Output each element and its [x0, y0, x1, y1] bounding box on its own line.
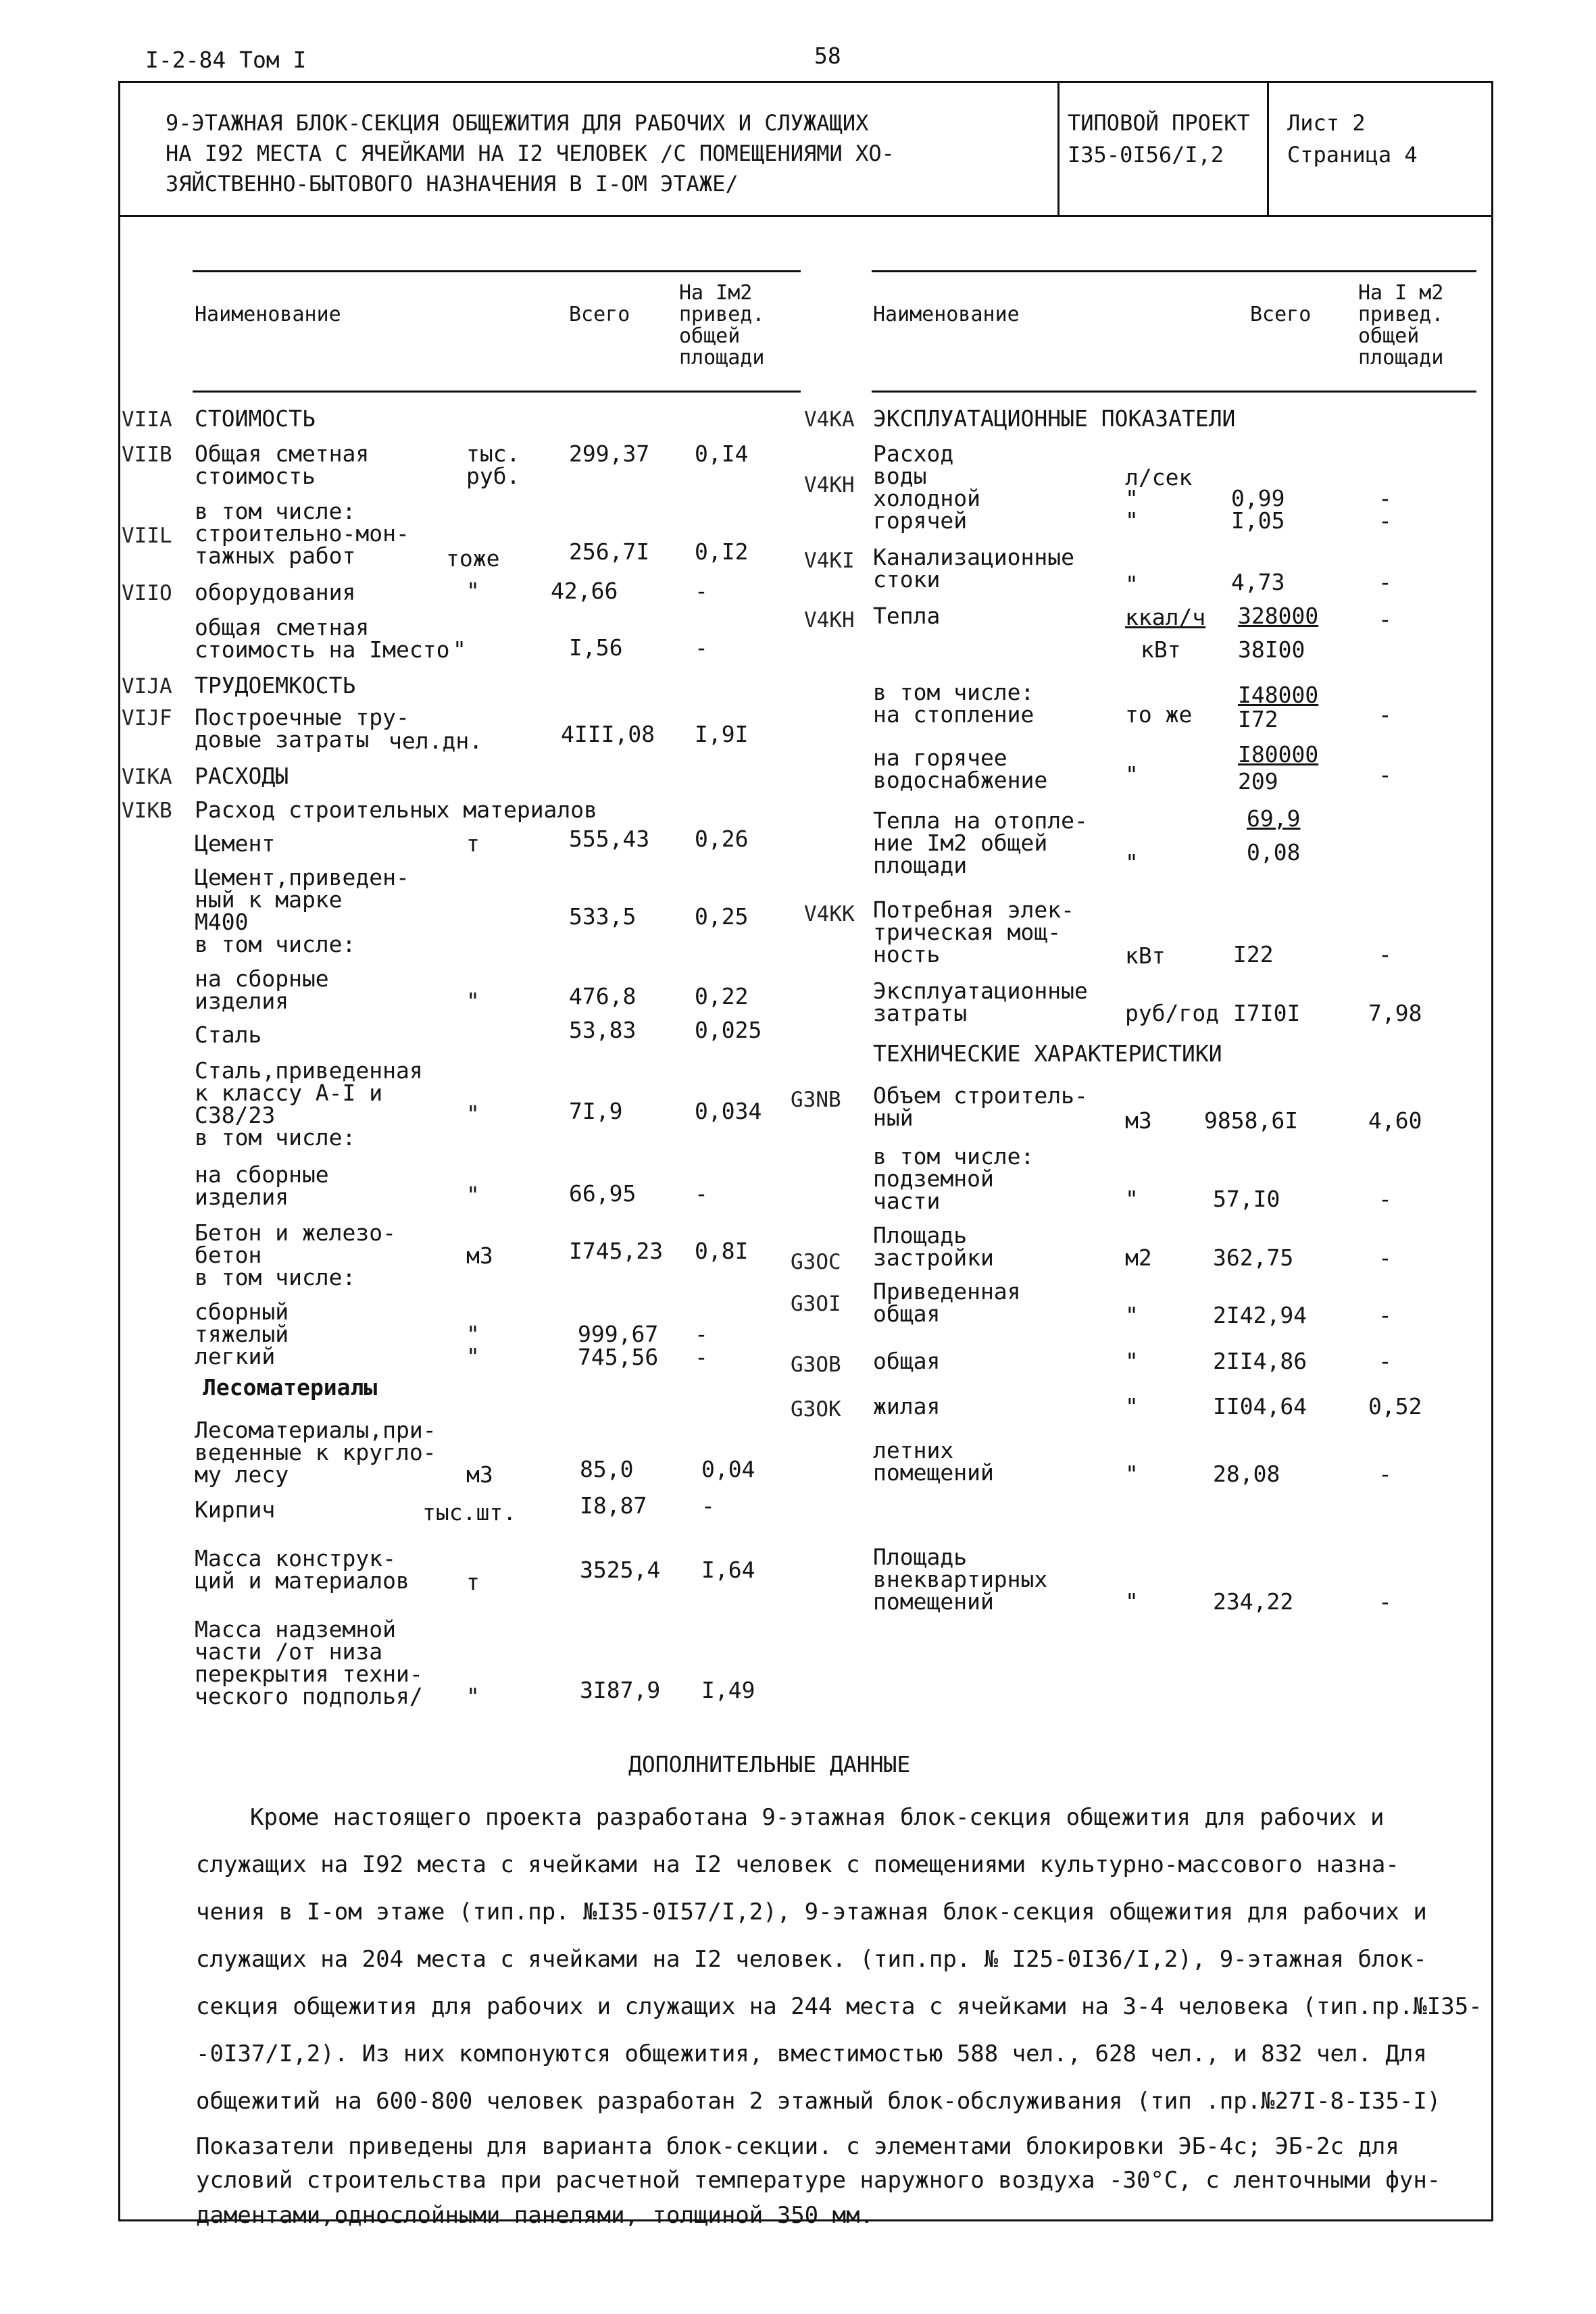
row-total: 4,73	[1231, 569, 1285, 595]
row-name: ЭКСПЛУАТАЦИОННЫЕ ПОКАЗАТЕЛИ	[873, 405, 1236, 432]
row-name: площади	[873, 852, 968, 878]
row-name: ций и материалов	[195, 1567, 409, 1594]
row-name: общая сметная	[195, 614, 370, 640]
row-total: 999,67 745,56	[578, 1321, 659, 1370]
row-code: G3NB	[791, 1088, 841, 1112]
row-per: 0,22	[695, 983, 749, 1009]
row-name: части /от низа	[195, 1638, 383, 1665]
left-col-name-header: Наименование	[195, 303, 341, 326]
row-unit: чел.дн.	[389, 728, 483, 754]
row-total: 234,22	[1213, 1588, 1294, 1615]
row-name: М400	[195, 909, 249, 935]
row-total: 0,08	[1247, 839, 1301, 865]
row-name: Масса надземной	[195, 1616, 397, 1642]
row-per: 0,I2	[695, 538, 749, 565]
row-name: трическая мощ-	[873, 919, 1062, 945]
row-name: сборный	[195, 1299, 289, 1325]
row-name: оборудования	[195, 579, 356, 605]
paragraph-line: общежитий на 600-800 человек разработан 2 этажный блок-обслуживания (тип .пр.№27I-8-I35-I)	[196, 2088, 1441, 2115]
header-line: привед.	[679, 303, 765, 326]
title-line: ЗЯЙСТВЕННО-БЫТОВОГО НАЗНАЧЕНИЯ В I-ОМ ЭТАЖЕ/	[166, 171, 739, 197]
row-code: VIJF	[122, 706, 172, 730]
row-name: РАСХОДЫ	[195, 763, 289, 789]
row-name: Цемент	[195, 830, 276, 857]
row-unit: "	[1125, 761, 1139, 788]
row-total: 476,8	[569, 983, 637, 1009]
title-block-bottom-line	[118, 215, 1493, 217]
row-per: I,9I	[695, 721, 749, 747]
row-unit: "	[466, 1683, 480, 1709]
row-name: Площадь	[873, 1222, 968, 1249]
row-code: VIKB	[122, 799, 172, 823]
row-unit: "	[466, 988, 480, 1014]
row-total: 533,5	[569, 903, 637, 930]
row-name: в том числе:	[195, 1264, 356, 1290]
sheet-number: Лист 2	[1287, 110, 1366, 136]
paragraph-line: даментами,однослойными панелями, толщиной 350 мм.	[196, 2202, 874, 2229]
row-name: на сборные	[195, 965, 329, 992]
row-total: II04,64	[1213, 1393, 1307, 1419]
row-unit: м2	[1125, 1244, 1152, 1271]
row-code: V4KK	[804, 902, 855, 926]
row-per: -	[1378, 761, 1392, 788]
row-per: 0,8I	[695, 1238, 749, 1264]
row-unit: кВт	[1125, 942, 1166, 969]
header-line: общей	[1358, 324, 1420, 348]
row-name: помещений	[873, 1588, 994, 1615]
paragraph-line: служащих на I92 места с ячейками на I2 человек с помещениями культурно-массового назна-	[196, 1851, 1399, 1878]
row-unit: м3	[466, 1461, 493, 1488]
row-name: ТРУДОЕМКОСТЬ	[195, 672, 356, 699]
row-total: I72	[1238, 706, 1278, 732]
row-per: I,64	[701, 1557, 755, 1583]
header-line: привед.	[1358, 303, 1444, 326]
row-name: тажных работ	[195, 543, 356, 569]
row-name: Расход строительных материалов	[195, 797, 598, 823]
row-total: 256,7I	[569, 538, 650, 565]
row-name: легкий	[195, 1343, 276, 1369]
row-unit: "	[1125, 1588, 1139, 1615]
row-total: I,56	[569, 634, 623, 661]
row-code: VIJA	[122, 674, 172, 699]
row-name: холодной	[873, 485, 980, 511]
row-name: С38/23	[195, 1102, 276, 1128]
row-name: застройки	[873, 1244, 994, 1271]
row-name: внеквартирных	[873, 1566, 1048, 1592]
row-name: воды	[873, 463, 927, 489]
row-total: I80000	[1238, 741, 1319, 768]
row-per: -	[695, 634, 708, 661]
row-code: VIKA	[122, 765, 172, 789]
right-col-total-header: Всего	[1250, 303, 1312, 326]
row-unit: "	[466, 1343, 480, 1369]
header-line: На I м2	[1358, 281, 1444, 305]
row-unit: "	[453, 636, 466, 663]
paragraph-line: секция общежития для рабочих и служащих на 244 места с ячейками на 3-4 человека (тип.пр.№I35-	[196, 1993, 1482, 2020]
row-name: Тепла на отопле-	[873, 807, 1088, 834]
row-name: Площадь	[873, 1544, 968, 1570]
title-line: НА I92 МЕСТА С ЯЧЕЙКАМИ НА I2 ЧЕЛОВЕК /С ПОМЕЩЕНИЯМИ ХО-	[166, 141, 895, 166]
row-name: изделия	[195, 1184, 289, 1210]
row-code: VIIO	[122, 581, 172, 605]
row-unit: "	[466, 1101, 480, 1127]
row-name: в том числе:	[195, 1124, 356, 1151]
row-unit: т	[466, 830, 480, 857]
row-name: летних	[873, 1437, 954, 1463]
row-code: V4KI	[804, 549, 855, 573]
row-name: Тепла	[873, 603, 941, 629]
row-code: VIIL	[122, 524, 172, 548]
row-name: на горячее	[873, 745, 1007, 771]
row-per: 0,52	[1368, 1393, 1422, 1419]
row-per: -	[1378, 941, 1392, 967]
row-name: Бетон и железо-	[195, 1219, 397, 1246]
row-per: -	[1378, 1186, 1392, 1212]
row-per: -	[1378, 507, 1392, 534]
additional-data-title: ДОПОЛНИТЕЛЬНЫЕ ДАННЫЕ	[628, 1751, 911, 1778]
row-per: 0,26	[695, 826, 749, 852]
row-name: затраты	[873, 1000, 968, 1026]
row-code: G3OC	[791, 1250, 841, 1274]
row-code: G3OB	[791, 1353, 841, 1377]
row-code: V4KA	[804, 407, 855, 432]
row-per: -	[1378, 569, 1392, 595]
row-unit: "	[466, 1321, 480, 1347]
row-total: 42,66	[551, 578, 618, 604]
row-unit: т	[466, 1569, 480, 1595]
row-per: -	[1378, 1244, 1392, 1271]
row-name: Расход	[873, 441, 954, 467]
row-total: 28,08	[1213, 1461, 1280, 1487]
row-unit: кВт	[1141, 636, 1181, 663]
row-total: I22	[1233, 941, 1274, 967]
header-line: На Iм2	[679, 281, 753, 305]
row-per: 7,98	[1368, 1000, 1422, 1026]
row-name: в том числе:	[873, 679, 1034, 705]
row-per: -	[695, 1180, 708, 1207]
row-name: Сталь	[195, 1022, 262, 1048]
row-name: Приведенная	[873, 1278, 1021, 1305]
row-name: общая	[873, 1348, 941, 1374]
row-unit: "	[1125, 1302, 1139, 1328]
project-number: I35-0I56/I,2	[1068, 142, 1224, 168]
row-per: 0,034	[695, 1098, 762, 1124]
row-per: 0,25	[695, 903, 749, 930]
sheet-page: Страница 4	[1287, 142, 1418, 168]
row-name: стоимость на Iместо	[195, 636, 450, 663]
row-per: 0,04	[701, 1456, 755, 1482]
row-unit: л/сек	[1125, 464, 1193, 491]
row-code: G3OK	[791, 1397, 841, 1422]
row-code: V4KH	[804, 473, 855, 497]
row-name: ческого подполья/	[195, 1683, 423, 1709]
row-name: строительно-мон-	[195, 520, 409, 547]
row-total: 9858,6I	[1204, 1107, 1299, 1134]
row-name: изделия	[195, 988, 289, 1014]
row-name: общая	[873, 1301, 941, 1327]
right-table-header-line	[872, 391, 1476, 393]
row-name: Канализационные	[873, 544, 1075, 570]
left-table-header-line	[193, 391, 801, 393]
row-total: 53,83	[569, 1017, 637, 1043]
row-name: Потребная элек-	[873, 897, 1075, 923]
row-name: в том числе:	[195, 931, 356, 957]
paragraph-line: -0I37/I,2). Из них компонуются общежития, вместимостью 588 чел., 628 чел., и 832 чел. Для	[196, 2040, 1427, 2067]
paragraph-line: Кроме настоящего проекта разработана 9-этажная блок-секция общежития для рабочих и	[250, 1804, 1385, 1831]
row-total: 2I42,94	[1213, 1302, 1307, 1328]
doc-ref: I-2-84 Том I	[145, 47, 307, 73]
row-name: Лесоматериалы	[203, 1374, 378, 1401]
row-name: тяжелый	[195, 1321, 289, 1347]
row-name: стоимость	[195, 463, 316, 489]
row-name: ность	[873, 941, 941, 967]
row-unit: то же	[1125, 701, 1193, 728]
row-name: бетон	[195, 1242, 262, 1268]
header-line: площади	[679, 346, 765, 370]
row-name: Эксплуатационные	[873, 978, 1088, 1004]
project-label: ТИПОВОЙ ПРОЕКТ	[1068, 110, 1250, 136]
row-name: ние Iм2 общей	[873, 830, 1048, 856]
row-unit: руб.	[466, 463, 520, 489]
row-unit: "	[466, 578, 480, 604]
row-unit: тоже	[446, 545, 500, 572]
row-name: перекрытия техни-	[195, 1661, 423, 1687]
paragraph-line: служащих на 204 места с ячейками на I2 человек. (тип.пр. № I25-0I36/I,2), 9-этажная блок-	[196, 1946, 1427, 1973]
row-name: в том числе:	[873, 1143, 1034, 1169]
row-name: на сборные	[195, 1161, 329, 1188]
row-unit: "	[1125, 849, 1139, 876]
header-line: площади	[1358, 346, 1444, 370]
row-total: 3525,4	[580, 1557, 661, 1583]
row-total: 209	[1238, 768, 1278, 795]
row-name: Масса конструк-	[195, 1545, 397, 1571]
paragraph-line: Показатели приведены для варианта блок-секции. с элементами блокировки ЭБ-4с; ЭБ-2с для	[196, 2133, 1399, 2160]
row-total: 38I00	[1238, 636, 1305, 663]
row-total: 3I87,9	[580, 1677, 661, 1703]
paragraph-line: чения в I-ом этаже (тип.пр. №I35-0I57/I,2), 9-этажная блок-секция общежития для рабочих и	[196, 1898, 1427, 1926]
row-name: довые затраты	[195, 726, 370, 753]
row-total: 66,95	[569, 1180, 637, 1207]
right-col-name-header: Наименование	[873, 303, 1020, 326]
row-unit: "	[1125, 507, 1139, 534]
row-unit: "	[1125, 1393, 1139, 1419]
row-per: 0,025	[695, 1017, 762, 1043]
row-name: Общая сметная	[195, 441, 370, 467]
row-name: ТЕХНИЧЕСКИЕ ХАРАКТЕРИСТИКИ	[873, 1040, 1222, 1067]
row-total: I8,87	[580, 1492, 647, 1519]
row-per: -	[1378, 1461, 1392, 1487]
left-table-top-line	[193, 270, 801, 272]
row-total: I745,23	[569, 1238, 664, 1264]
row-code: VIIA	[122, 407, 172, 432]
row-name: части	[873, 1188, 941, 1214]
title-line: 9-ЭТАЖНАЯ БЛОК-СЕКЦИЯ ОБЩЕЖИТИЯ ДЛЯ РАБОЧИХ И СЛУЖАЩИХ	[166, 110, 869, 136]
row-unit: тыс.	[466, 441, 520, 467]
row-name: водоснабжение	[873, 767, 1048, 793]
row-name: веденные к кругло-	[195, 1439, 437, 1465]
row-total: 85,0	[580, 1456, 634, 1482]
row-total: I48000	[1238, 682, 1319, 708]
row-name: Сталь,приведенная	[195, 1057, 423, 1084]
row-name: Объем строитель-	[873, 1082, 1088, 1109]
row-total: 328000	[1238, 603, 1319, 629]
row-per: -	[1378, 606, 1392, 632]
row-per: -	[701, 1492, 715, 1519]
row-per: 0,I4	[695, 441, 749, 467]
row-name: СТОИМОСТЬ	[195, 405, 316, 432]
row-total: I,05	[1231, 507, 1285, 534]
paragraph-line: условий строительства при расчетной температуре наружного воздуха -30°С, с ленточными фун-	[196, 2167, 1441, 2194]
row-per: -	[695, 578, 708, 604]
row-total: 69,9	[1247, 805, 1301, 832]
row-unit: руб/год	[1125, 1000, 1220, 1026]
row-per: I,49	[701, 1677, 755, 1703]
row-per: 4,60	[1368, 1107, 1422, 1134]
title-block-divider-1	[1057, 81, 1059, 216]
row-name: Цемент,приведен-	[195, 864, 409, 890]
row-unit: тыс.шт.	[422, 1499, 517, 1526]
row-name: Лесоматериалы,при-	[195, 1417, 437, 1443]
row-total: 4III,08	[561, 721, 655, 747]
row-per: -	[1378, 1302, 1392, 1328]
page-number: 58	[814, 43, 841, 69]
row-name: ный	[873, 1105, 914, 1131]
row-per: -	[1378, 1348, 1392, 1374]
row-unit: "	[1125, 485, 1139, 511]
row-unit: м3	[1125, 1107, 1152, 1134]
left-col-total-header: Всего	[569, 303, 630, 326]
row-total: 362,75	[1213, 1244, 1294, 1271]
row-per: -	[1378, 701, 1392, 728]
row-name: му лесу	[195, 1461, 289, 1488]
row-unit: "	[1125, 1348, 1139, 1374]
row-per: -	[1378, 1588, 1392, 1615]
row-per: -	[1378, 485, 1392, 511]
row-unit: "	[1125, 571, 1139, 597]
row-name: Построечные тру-	[195, 704, 409, 730]
row-name: на стопление	[873, 701, 1034, 728]
row-name: в том числе:	[195, 498, 356, 524]
right-table-top-line	[872, 270, 1476, 272]
header-line: общей	[679, 324, 741, 348]
row-name: жилая	[873, 1393, 941, 1419]
row-code: V4KH	[804, 608, 855, 632]
row-total: I7I0I	[1233, 1000, 1301, 1026]
row-name: Кирпич	[195, 1496, 276, 1523]
row-name: стоки	[873, 566, 941, 593]
row-name: горячей	[873, 507, 968, 534]
row-code: VIIB	[122, 443, 172, 467]
row-unit: м3	[466, 1242, 493, 1269]
row-total: 57,I0	[1213, 1186, 1280, 1212]
row-name: ный к марке	[195, 886, 343, 913]
row-name: подземной	[873, 1165, 994, 1192]
row-total: 299,37	[569, 441, 650, 467]
row-unit: "	[1125, 1461, 1139, 1487]
row-per: - -	[695, 1321, 708, 1370]
row-name: помещений	[873, 1459, 994, 1486]
row-code: G3OI	[791, 1292, 841, 1316]
row-unit: ккал/ч	[1125, 604, 1206, 630]
row-total: 555,43	[569, 826, 650, 852]
row-total: 0,99	[1231, 485, 1285, 511]
row-total: 2II4,86	[1213, 1348, 1307, 1374]
row-unit: "	[1125, 1186, 1139, 1212]
title-block-divider-2	[1267, 81, 1269, 216]
row-total: 7I,9	[569, 1098, 623, 1124]
row-name: к классу А-I и	[195, 1080, 383, 1106]
row-unit: "	[466, 1182, 480, 1208]
